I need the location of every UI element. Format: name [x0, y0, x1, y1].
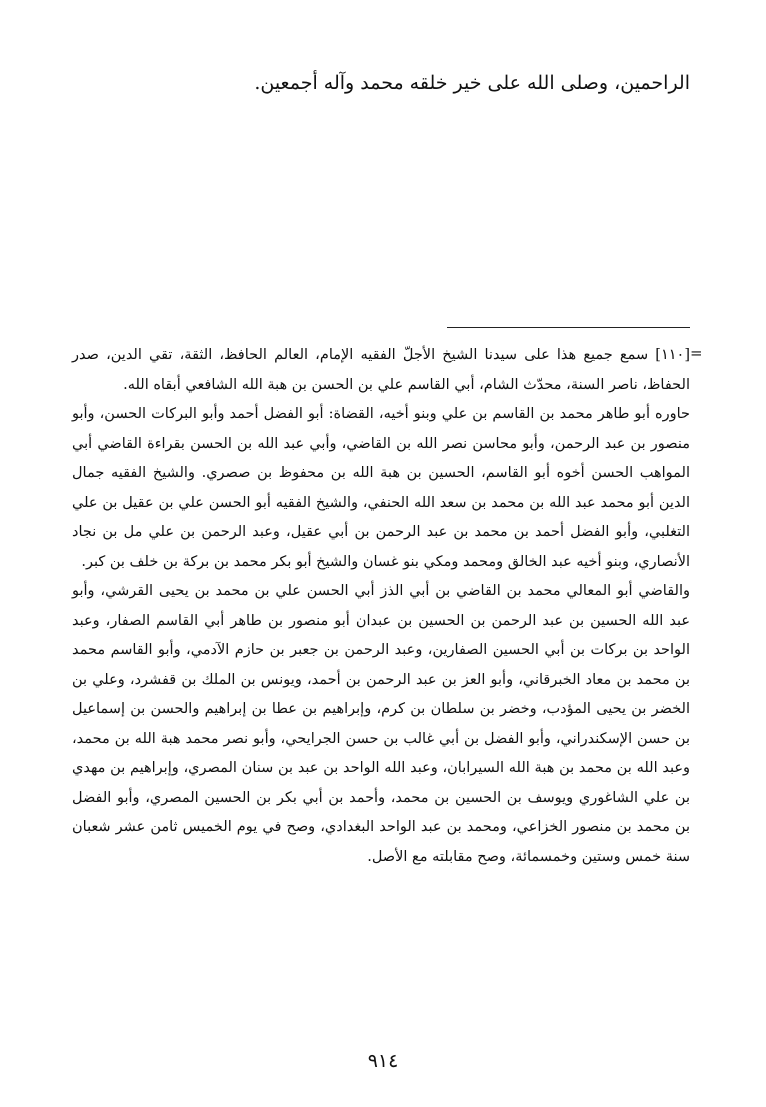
- footnotes: [72, 341, 690, 872]
- main-text: الراحمين، وصلى الله على خير خلقه محمد وآله أجمعين.: [254, 72, 690, 94]
- footnote-separator: [447, 327, 690, 328]
- footnote-paragraph: والقاضي أبو المعالي محمد بن القاضي بن أبي الذز أبي الحسن علي بن محمد بن يحيى القرشي، وأبو عبد الله الحسين بن عبد الرحمن بن الحسين بن عبدان أبو منصور بن طاهر أبي القاسم الصفار، وعبد الواحد بن بركات بن أبي الحسين الصفارين، وعبد الرحمن بن جعبر بن حازم الآدمي، وأبو القاسم محمد بن محمد بن معاد الخبرقاني، وأبو العز بن عبد الرحمن بن أحمد، ويونس بن الملك بن قفشرد، وعلي بن الخضر بن يحيى المؤدب، وخضر بن سلطان بن كرم، وإبراهيم بن عطا بن إبراهيم والحسن بن إسماعيل بن حسن الإسكندراني، وأبو الفضل بن أبي غالب بن حسن الجرايحي، وأبو نصر محمد هبة الله بن محمد، وعبد الله بن محمد بن هبة الله السيرابان، وعبد الله الواحد بن عبد بن سنان المصري، وإبراهيم بن مهدي بن علي الشاغوري ويوسف بن الحسين بن محمد، وأحمد بن أبي بكر بن الحسين المصري، وأبو الفضل بن محمد بن منصور الخزاعي، ومحمد بن عبد الواحد البغدادي، وصح في يوم الخميس ثامن عشر شعبان سنة خمس وستين وخمسمائة، وصح مقابلته مع الأصل.: [72, 583, 690, 865]
- footnote-paragraph: حاوره أبو طاهر محمد بن القاسم بن علي وبنو أخيه، القضاة: أبو الفضل أحمد وأبو البركات الحسن، وأبو منصور بن عبد الرحمن، وأبو محاسن نصر الله بن القاضي، وأبي عبد الله بن الحسن بقراءة القاضي أبي المواهب الحسن أخوه أبو القاسم، الحسين بن هبة الله بن محفوظ بن صصري. والشيخ الفقيه جمال الدين أبو محمد عبد الله بن محمد بن سعد الله الحنفي، والشيخ الفقيه أبو الحسن علي بن عقيل بن علي التغلبي، وأبو الفضل أحمد بن محمد بن عبد الرحمن بن أبي عقيل، وعبد الرحمن بن علي مل بن نجاد الأنصاري، وبنو أخيه عبد الخالق ومحمد ومكي بنو غسان والشيخ أبو بكر محمد بن بركة بن خلف بن كبر.: [72, 406, 690, 570]
- continuation-marker: =: [690, 344, 703, 362]
- page-number: ٩١٤: [367, 1050, 399, 1072]
- footnote-paragraph: [١١٠] سمع جميع هذا على سيدنا الشيخ الأجلّ الفقيه الإمام، العالم الحافظ، الثقة، تقي الدين، صدر الحفاظ، ناصر السنة، محدّث الشام، أبي القاسم علي بن الحسن بن هبة الله الشافعي أبقاه الله.: [72, 347, 690, 393]
